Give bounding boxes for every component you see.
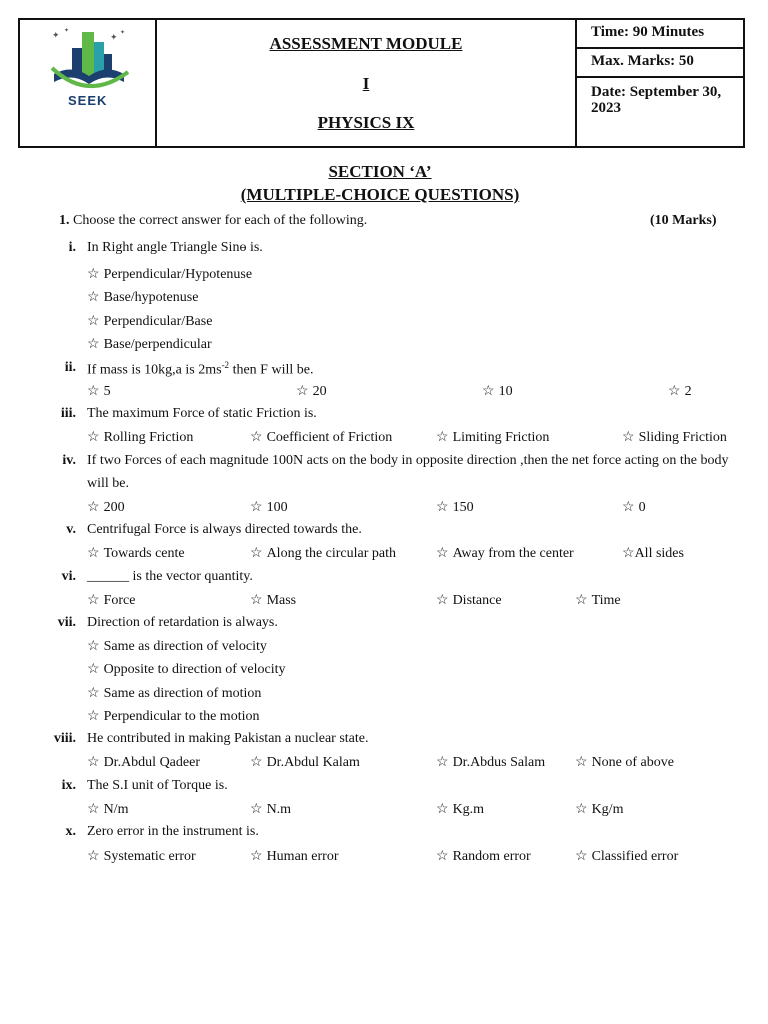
answer-option[interactable] [436,801,484,818]
answer-option[interactable] [668,383,692,400]
star-bullet-icon: ☆ [87,430,100,445]
question-number: iv. [62,453,76,468]
answer-option[interactable] [575,801,623,818]
answer-option[interactable] [296,383,327,400]
instruction-marks: (10 Marks) [650,213,717,228]
logo-text: SEEK [68,93,108,108]
answer-option[interactable] [575,754,674,771]
answer-option-label: Kg.m [452,802,485,817]
answer-option[interactable] [250,429,392,446]
question-text: The S.I unit of Torque is. [87,778,228,793]
star-bullet-icon: ☆ [250,802,263,817]
star-bullet-icon: ☆ [87,802,100,817]
answer-option[interactable] [622,499,646,516]
question-text-part: If mass is 10kg,a is 2ms [87,362,222,378]
star-bullet-icon: ☆ [250,500,263,515]
question-text: The maximum Force of static Friction is. [87,406,317,421]
question-text: He contributed in making Pakistan a nuclear state. [87,731,369,746]
logo-cell [20,20,157,146]
question-text: Direction of retardation is always. [87,615,278,630]
answer-option-label: Along the circular path [266,546,397,561]
star-bullet-icon: ☆ [436,546,449,561]
star-bullet-icon: ☆ [250,755,263,770]
question-text: Centrifugal Force is always directed towards the. [87,522,362,537]
instruction-number: 1. [59,213,70,228]
answer-option-label: Time [591,593,621,608]
star-bullet-icon: ☆ [87,849,100,864]
question-number: i. [68,240,76,255]
answer-option[interactable] [436,429,549,446]
header-table [18,18,745,148]
answer-option[interactable] [250,499,288,516]
instruction-text: Choose the correct answer for each of the following. [73,213,368,228]
answer-option[interactable] [87,638,267,655]
svg-text:✦: ✦ [64,27,70,34]
question-number: vii. [57,615,76,630]
answer-option[interactable] [87,685,261,702]
answer-option-label: Towards cente [103,546,185,561]
star-bullet-icon: ☆ [87,662,100,677]
answer-option-label: Away from the center [452,546,574,561]
question-text-superscript: -2 [221,360,230,370]
star-bullet-icon: ☆ [622,500,635,515]
answer-option[interactable] [87,289,198,306]
question-number: v. [66,522,76,537]
answer-option-label: None of above [591,755,674,770]
answer-option-label: Human error [266,849,339,864]
answer-option-label: All sides [634,546,684,561]
question-text: Zero error in the instrument is. [87,824,259,839]
star-bullet-icon: ☆ [482,384,495,399]
star-bullet-icon: ☆ [87,709,100,724]
answer-option-label: Dr.Abdul Kalam [266,755,360,770]
svg-text:✦: ✦ [110,33,118,43]
answer-option-label: Force [103,593,136,608]
question-text: In Right angle Triangle Sinɵ is. [87,240,263,255]
time-info: Time: 90 Minutes [577,20,743,49]
module-title: ASSESSMENT MODULE [269,34,463,53]
star-bullet-icon: ☆ [436,593,449,608]
answer-option[interactable] [622,429,727,446]
answer-option-label: Classified error [591,849,679,864]
answer-option-label: Same as direction of velocity [103,639,267,654]
date-info [577,78,743,146]
question-text: ______ is the vector quantity. [87,569,253,584]
subject-title: PHYSICS IX [317,113,415,132]
answer-option[interactable] [87,383,111,400]
answer-option[interactable] [87,499,125,516]
star-bullet-icon: ☆ [250,546,263,561]
answer-option[interactable] [250,848,338,865]
star-bullet-icon: ☆ [87,267,100,282]
answer-option-label: Base/hypotenuse [103,290,199,305]
star-bullet-icon: ☆ [87,755,100,770]
section-subtitle: (MULTIPLE-CHOICE QUESTIONS) [240,185,520,204]
section-title: SECTION ‘A’ [328,162,432,181]
date-line-1: Date: September 30, [591,84,722,100]
answer-option-label: 20 [312,384,327,399]
answer-option-label: 5 [103,384,111,399]
answer-option[interactable] [87,545,185,562]
star-bullet-icon: ☆ [250,593,263,608]
answer-option[interactable] [87,848,196,865]
meta-cell [577,20,743,146]
answer-option-label: 100 [266,500,288,515]
module-number: I [362,74,370,93]
star-bullet-icon: ☆ [296,384,309,399]
answer-option[interactable] [87,754,200,771]
answer-option[interactable] [250,545,396,562]
answer-option[interactable] [622,545,684,562]
answer-option-label: Perpendicular/Hypotenuse [103,267,253,282]
question-number: x. [65,824,76,839]
answer-option[interactable] [250,801,291,818]
answer-option[interactable] [250,754,360,771]
star-bullet-icon: ☆ [575,755,588,770]
question-text-part: then F will be. [229,362,314,378]
star-bullet-icon: ☆ [436,755,449,770]
question-text-continued: will be. [87,476,129,491]
answer-option[interactable] [575,848,678,865]
question-text [87,360,313,379]
answer-option-label: 200 [103,500,125,515]
star-bullet-icon: ☆ [622,546,635,561]
question-number: vi. [61,569,76,584]
instruction-line [59,213,367,229]
answer-option[interactable] [87,313,212,330]
answer-option-label: Coefficient of Friction [266,430,393,445]
star-bullet-icon: ☆ [87,337,100,352]
star-bullet-icon: ☆ [87,593,100,608]
question-number: viii. [53,731,76,746]
star-bullet-icon: ☆ [87,546,100,561]
star-bullet-icon: ☆ [436,500,449,515]
answer-option[interactable] [87,266,252,283]
svg-text:✦: ✦ [52,31,60,41]
star-bullet-icon: ☆ [575,802,588,817]
answer-option[interactable] [575,592,621,609]
star-bullet-icon: ☆ [250,430,263,445]
answer-option-label: Opposite to direction of velocity [103,662,286,677]
question-number: iii. [60,406,76,421]
answer-option-label: N.m [266,802,292,817]
answer-option-label: 0 [638,500,646,515]
star-bullet-icon: ☆ [622,430,635,445]
star-bullet-icon: ☆ [87,500,100,515]
star-bullet-icon: ☆ [436,802,449,817]
answer-option-label: N/m [103,802,129,817]
answer-option[interactable] [482,383,513,400]
answer-option-label: Perpendicular/Base [103,314,213,329]
answer-option[interactable] [250,592,296,609]
answer-option[interactable] [436,592,502,609]
star-bullet-icon: ☆ [87,686,100,701]
seek-logo-icon [48,26,130,96]
answer-option[interactable] [436,545,574,562]
answer-option-label: Rolling Friction [103,430,194,445]
max-marks-info: Max. Marks: 50 [577,49,743,78]
question-number: ix. [61,778,76,793]
answer-option[interactable] [436,499,474,516]
answer-option[interactable] [87,708,259,725]
question-number: ii. [64,360,76,375]
star-bullet-icon: ☆ [436,430,449,445]
answer-option-label: 150 [452,500,474,515]
star-bullet-icon: ☆ [575,593,588,608]
star-bullet-icon: ☆ [668,384,681,399]
answer-option-label: Sliding Friction [638,430,727,445]
star-bullet-icon: ☆ [575,849,588,864]
title-cell [157,20,577,146]
answer-option[interactable] [436,848,531,865]
answer-option-label: 2 [684,384,692,399]
answer-option-label: Same as direction of motion [103,686,262,701]
star-bullet-icon: ☆ [87,639,100,654]
answer-option[interactable] [87,336,212,353]
question-text: If two Forces of each magnitude 100N acts on the body in opposite direction ,then the net force acting on the body [87,453,729,468]
answer-option[interactable] [436,754,545,771]
answer-option-label: Kg/m [591,802,624,817]
answer-option-label: Dr.Abdul Qadeer [103,755,200,770]
answer-option[interactable] [87,592,135,609]
answer-option-label: Random error [452,849,531,864]
star-bullet-icon: ☆ [87,314,100,329]
star-bullet-icon: ☆ [436,849,449,864]
answer-option[interactable] [87,429,193,446]
answer-option-label: Limiting Friction [452,430,550,445]
star-bullet-icon: ☆ [250,849,263,864]
answer-option-label: Mass [266,593,297,608]
svg-text:✦: ✦ [120,29,126,36]
answer-option[interactable] [87,661,286,678]
answer-option-label: Base/perpendicular [103,337,212,352]
date-line-2: 2023 [591,100,621,116]
answer-option-label: Dr.Abdus Salam [452,755,546,770]
answer-option-label: 10 [498,384,513,399]
star-bullet-icon: ☆ [87,384,100,399]
answer-option-label: Perpendicular to the motion [103,709,260,724]
answer-option-label: Distance [452,593,502,608]
answer-option-label: Systematic error [103,849,196,864]
answer-option[interactable] [87,801,128,818]
star-bullet-icon: ☆ [87,290,100,305]
